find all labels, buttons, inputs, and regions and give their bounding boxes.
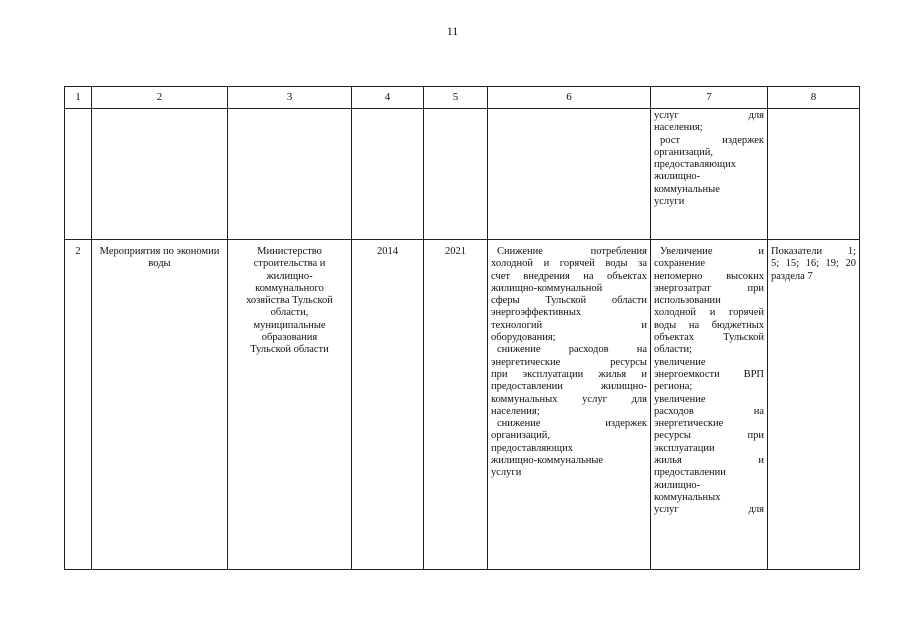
text-line: энергозатрат при [654, 282, 764, 294]
text-line: коммунальных [654, 491, 721, 503]
text-line: услуги [654, 196, 685, 208]
text-line: энергоэффективных [491, 307, 582, 319]
text-line: сферы Тульской области [491, 295, 647, 307]
text-line: эксплуатации [654, 442, 715, 454]
cell-empty [228, 109, 352, 240]
cell-empty [488, 109, 651, 240]
cell-row-number: 2 [65, 240, 92, 570]
cell-empty [92, 109, 228, 240]
text-line: энергетические ресурсы [491, 356, 647, 368]
text-line: холодной и горячей [654, 307, 764, 319]
text-line: образования [261, 332, 318, 344]
text-line: коммунальных услуг для [491, 393, 647, 405]
text-line: при эксплуатации жилья и [491, 368, 647, 380]
text-line: организаций, [654, 146, 713, 158]
header-cell-6: 6 [488, 87, 651, 109]
text-line: предоставлении жилищно- [491, 381, 647, 393]
text-line: снижение издержек [497, 418, 647, 430]
header-cell-5: 5 [424, 87, 488, 109]
table-row-water-saving [65, 240, 860, 570]
text-line: увеличение [654, 393, 706, 405]
text-line: области, [270, 307, 309, 319]
text-line: сохранение [654, 258, 705, 270]
text-line: Снижение потребления [497, 246, 647, 257]
header-cell-1: 1 [65, 87, 92, 109]
text-line: расходов на [654, 405, 764, 417]
text-line: энергоемкости ВРП [654, 368, 764, 380]
text-line: жилищно-коммунальные [491, 455, 604, 467]
text-line: жилищно- [266, 270, 313, 282]
text-line: снижение расходов на [497, 344, 647, 356]
cell-empty [768, 109, 860, 240]
cell-empty [65, 109, 92, 240]
text-line: воды на бюджетных [654, 319, 764, 331]
cell-consequences-continued [651, 109, 768, 240]
text-line: жилья и [654, 455, 764, 467]
text-line: области; [654, 344, 693, 356]
text-line: организаций, [491, 430, 550, 442]
text-line: Тульской области [250, 344, 329, 356]
text-line: раздела 7 [771, 270, 813, 282]
text-line: энергетические [654, 418, 724, 430]
text-line: услуг для [654, 504, 764, 516]
header-row [65, 87, 860, 109]
text-line: предоставляющих [654, 159, 736, 171]
text-line: технологий и [491, 319, 647, 331]
cell-consequences [651, 240, 768, 570]
cell-empty [352, 109, 424, 240]
text-line: увеличение [654, 356, 706, 368]
text-line: населения; [654, 122, 703, 134]
table-row-continued [65, 109, 860, 240]
header-cell-3: 3 [228, 87, 352, 109]
text-line: ресурсы при [654, 430, 764, 442]
program-table [64, 86, 860, 570]
text-line: жилищно-коммунальной [491, 282, 603, 294]
cell-indicators [768, 240, 860, 570]
header-cell-8: 8 [768, 87, 860, 109]
text-line: счет внедрения на объектах [491, 270, 647, 282]
text-line: жилищно- [654, 171, 701, 183]
cell-start-year: 2014 [352, 240, 424, 570]
text-line: жилищно- [654, 479, 701, 491]
text-line: рост издержек [660, 134, 764, 146]
text-line: использовании [654, 295, 721, 307]
header-cell-4: 4 [352, 87, 424, 109]
page-number: 11 [446, 24, 459, 38]
text-line: коммунальные [654, 183, 720, 195]
text-line: услуги [491, 467, 522, 479]
text-line: холодной и горячей воды за [491, 258, 647, 270]
text-line: Увеличение и [660, 246, 764, 257]
text-line: региона; [654, 381, 693, 393]
text-line: объектах Тульской [654, 332, 764, 344]
text-line: хозяйства Тульской [246, 295, 333, 307]
cell-expected-result [488, 240, 651, 570]
text-line: населения; [491, 405, 540, 417]
header-cell-2: 2 [92, 87, 228, 109]
text-line: Министерство [257, 246, 322, 257]
text-line: предоставляющих [491, 442, 573, 454]
text-line: 5; 15; 16; 19; 20 [771, 258, 856, 270]
text-line: коммунального [255, 282, 324, 294]
header-cell-7: 7 [651, 87, 768, 109]
cell-end-year: 2021 [424, 240, 488, 570]
text-line: муниципальные [253, 319, 326, 331]
text-line: строительства и [253, 258, 326, 270]
text-line: услуг для [654, 110, 764, 121]
cell-empty [424, 109, 488, 240]
cell-measure-name: Мероприятия по экономии воды [92, 240, 228, 570]
cell-executor [228, 240, 352, 570]
text-line: непомерно высоких [654, 270, 764, 282]
text-line: оборудования; [491, 332, 556, 344]
text-line: предоставлении [654, 467, 726, 479]
text-line: Показатели 1; [771, 246, 856, 257]
